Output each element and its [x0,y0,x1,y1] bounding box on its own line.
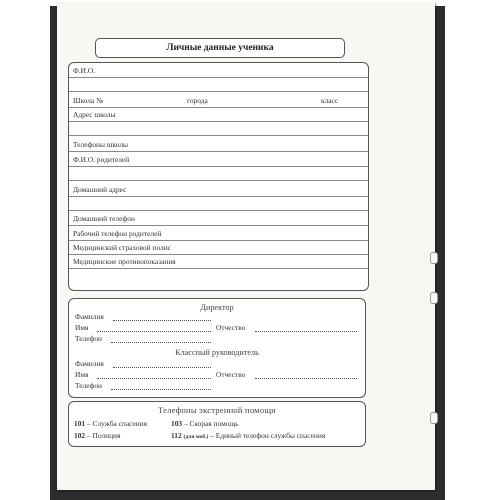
parents-work-phone-row[interactable] [69,225,368,241]
director-name-label: Имя [75,323,89,332]
school-number-label: Школа № [73,96,104,105]
fio-label: Ф.И.О. [73,66,96,75]
teacher-patronymic-field[interactable] [255,378,357,379]
fio-row[interactable] [69,63,368,78]
contacts-panel [68,298,366,398]
director-patronymic-field[interactable] [255,331,357,332]
rescue-number: 101 [74,419,86,428]
rescue-service [74,419,147,428]
school-phones-row[interactable] [69,135,368,152]
blank-row[interactable] [69,268,368,288]
emergency-phones-panel [68,401,366,447]
insurance-label: Медицинский страховой полис [73,243,171,252]
director-title: Директор [200,303,234,312]
home-address-row[interactable] [69,180,368,197]
teacher-patronymic-label: Отчество [216,370,246,379]
blank-row[interactable] [69,166,368,181]
teacher-surname-field[interactable] [113,367,211,368]
director-surname-field[interactable] [113,320,211,321]
page-tab-notch [430,292,438,304]
police-number: 102 [74,431,86,440]
police-service [74,431,120,440]
blank-row[interactable] [69,77,368,92]
page-title: Личные данные ученика [95,38,345,58]
personal-data-form [68,62,369,291]
parents-fio-row[interactable] [69,151,368,167]
emergency-title: Телефоны экстренной помощи [158,405,276,415]
unified-note: (для моб.) [183,434,209,440]
ambulance-number: 103 [171,419,183,428]
director-phone-field[interactable] [111,342,211,343]
parents-work-phone-label: Рабочий телефон родителей [73,229,162,238]
unified-service [171,431,325,440]
teacher-phone-field[interactable] [111,389,211,390]
unified-text: – Единый телефон службы спасения [210,431,326,440]
class-label: класс [321,96,339,105]
school-phones-label: Телефоны школы [73,140,128,149]
school-address-label: Адрес школы [73,110,116,119]
director-surname-label: Фамилия [75,312,104,321]
contraindications-row[interactable] [69,254,368,269]
contraindications-label: Медицинские противопоказания [73,257,176,266]
teacher-phone-label: Телефон [75,381,103,390]
class-teacher-title: Классный руководитель [175,348,259,357]
page-tab-notch [430,252,438,264]
police-text: – Полиция [86,431,121,440]
parents-fio-label: Ф.И.О. родителей [73,155,130,164]
city-label: города [187,96,208,105]
ambulance-text: – Скорая помощь [183,419,239,428]
home-phone-row[interactable] [69,210,368,226]
school-row[interactable] [69,91,368,108]
director-phone-label: Телефон [75,334,103,343]
unified-number: 112 [171,431,182,440]
teacher-name-field[interactable] [97,378,211,379]
director-patronymic-label: Отчество [216,323,246,332]
rescue-text: – Служба спасения [86,419,148,428]
director-name-field[interactable] [97,331,211,332]
teacher-surname-label: Фамилия [75,359,104,368]
page-tab-notch [430,412,438,424]
ambulance-service [171,419,239,428]
home-address-label: Домашний адрес [73,185,127,194]
home-phone-label: Домашний телефон [73,214,135,223]
blank-row[interactable] [69,121,368,136]
teacher-name-label: Имя [75,370,89,379]
school-address-row[interactable] [69,107,368,122]
blank-row[interactable] [69,196,368,211]
insurance-row[interactable] [69,240,368,255]
